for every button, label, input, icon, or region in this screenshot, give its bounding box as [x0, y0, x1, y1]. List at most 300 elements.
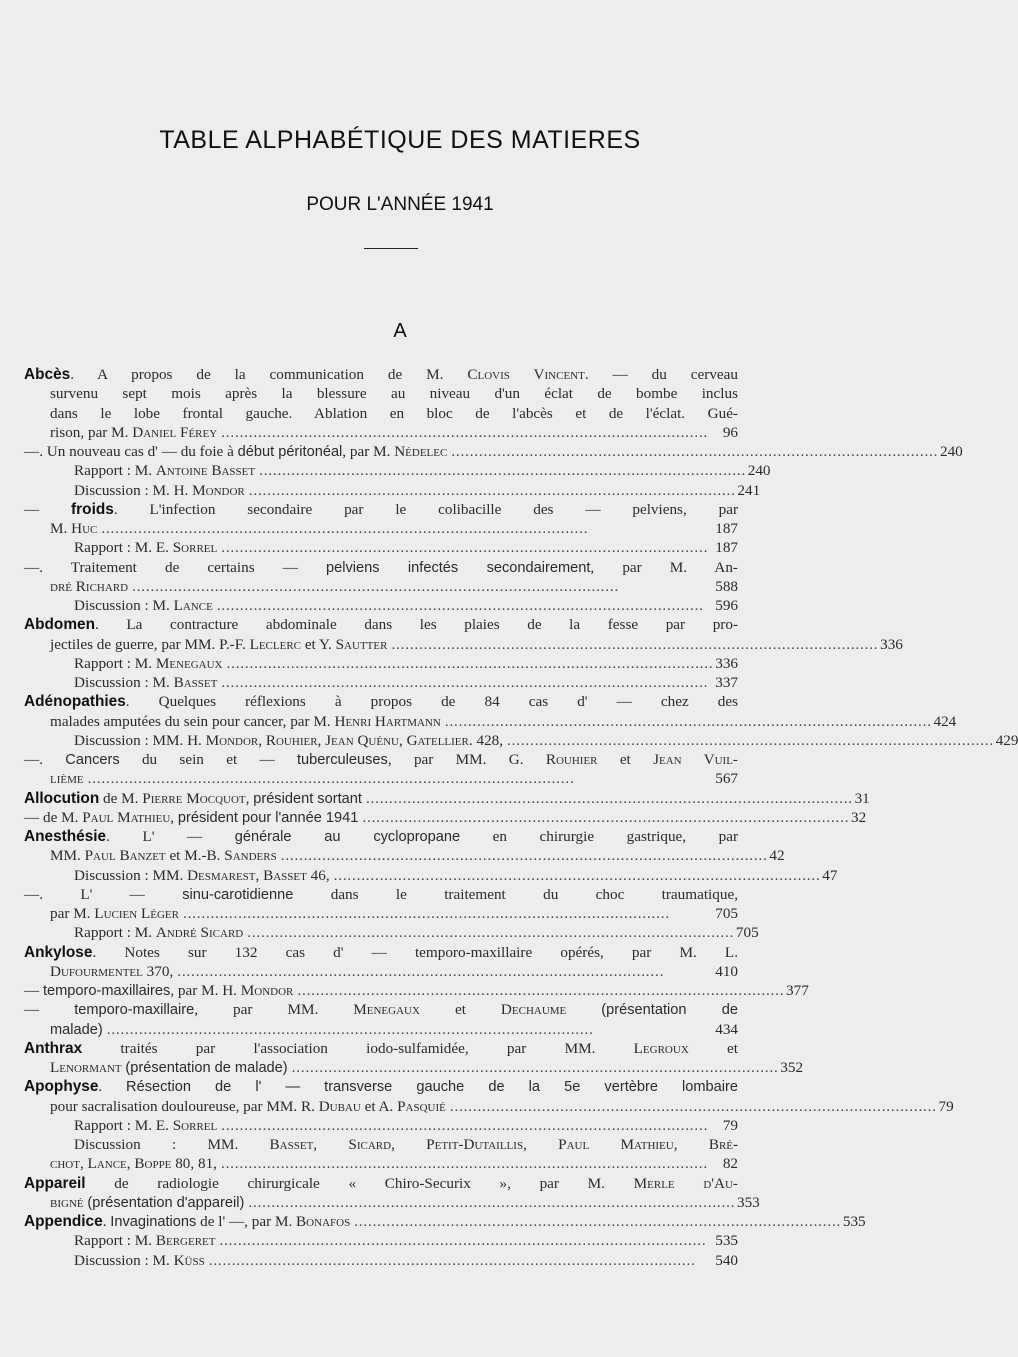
- page-number: 535: [715, 1232, 738, 1250]
- entry-fragment: rison, par M.: [50, 423, 133, 441]
- entry-text: [74, 596, 213, 615]
- dot-leader: [249, 481, 734, 500]
- entry-fragment: dans le lobe frontal gauche. Ablation en bloc de l'abcès et de l'éclat. Gué-: [50, 404, 738, 422]
- page-number: 79: [938, 1097, 954, 1115]
- index-line: [24, 1231, 738, 1250]
- entry-text: [24, 501, 738, 518]
- page-number: 424: [933, 712, 957, 730]
- entry-fragment: Rapport : M.: [74, 654, 156, 672]
- index-line: [24, 654, 738, 673]
- entry-fragment: —. Un nouveau cas d' — du foie à: [24, 443, 238, 460]
- author-name: Menegaux: [155, 654, 223, 672]
- page-number: 353: [736, 1193, 760, 1211]
- index-line: [24, 673, 738, 692]
- entry-fragment: de l' —, par M.: [196, 1213, 297, 1230]
- index-line: [24, 943, 738, 962]
- page-number: 241: [737, 481, 761, 499]
- page-number: 588: [715, 577, 738, 595]
- author-name: Jean Quénu: [325, 731, 399, 749]
- author-name: Paul Mathieu: [82, 808, 171, 826]
- page-number: 705: [735, 924, 759, 942]
- index-line: [24, 962, 738, 981]
- entry-fragment: —: [24, 1001, 75, 1019]
- entry-fragment: — de M.: [24, 808, 83, 826]
- entry-fragment: pour sacralisation douloureuse, par MM. R.: [50, 1097, 319, 1115]
- index-line: [24, 596, 738, 615]
- dot-leader: [219, 1231, 711, 1250]
- entry-text: [24, 559, 738, 576]
- page-number: 31: [854, 789, 870, 807]
- dot-leader: [132, 577, 711, 596]
- entry-fragment: —: [24, 500, 72, 518]
- entry-text: [50, 1097, 446, 1116]
- page-number: 336: [880, 635, 903, 653]
- entry-fragment: malade): [50, 1021, 103, 1038]
- entry-text: [24, 1175, 738, 1192]
- entry-keyword: Apophyse: [24, 1078, 99, 1096]
- index-line: [24, 500, 738, 519]
- index-line: [24, 712, 957, 731]
- page-number: 187: [715, 520, 738, 537]
- dot-leader: [227, 654, 712, 673]
- entry-text: [24, 944, 738, 961]
- entry-fragment: ,: [523, 1136, 559, 1153]
- index-line: [24, 1251, 738, 1270]
- entry-text: [74, 673, 217, 692]
- index-line: [24, 1154, 738, 1173]
- entry-text: [50, 1020, 103, 1039]
- entry-fragment: ,: [313, 1136, 349, 1153]
- entry-text: [50, 577, 128, 596]
- dot-leader: [450, 1097, 935, 1116]
- author-name: Sorrel: [172, 1116, 218, 1134]
- entry-fragment: malades amputées du sein pour cancer, par M.: [50, 712, 335, 730]
- author-name: Rouhier: [265, 731, 318, 749]
- entry-fragment: . La contracture abdominale dans les plaies de la fesse par pro-: [94, 616, 738, 634]
- index-line: [24, 423, 738, 442]
- entry-text: [50, 423, 217, 442]
- entry-text: [50, 519, 97, 538]
- page-number: 79: [722, 1116, 738, 1134]
- index-line: [24, 1097, 954, 1116]
- page-number: 337: [715, 674, 738, 691]
- entry-fragment: président pour l'année 1941: [177, 809, 359, 826]
- dot-leader: [177, 962, 711, 981]
- index-line: [24, 1000, 738, 1019]
- entry-fragment: 370,: [142, 962, 174, 980]
- author-name: Pierre Mocquot: [142, 789, 246, 807]
- entry-fragment: Rapport : M.: [74, 924, 156, 942]
- entry-text: [50, 1193, 244, 1212]
- page-subtitle: POUR L'ANNÉE 1941: [306, 194, 494, 215]
- author-name: André Sicard: [155, 924, 244, 942]
- entry-text: [74, 1251, 205, 1270]
- author-name: Desmarest: [187, 866, 256, 884]
- entry-fragment: Discussion : MM. H.: [74, 731, 206, 749]
- entry-text: [74, 923, 243, 942]
- entry-text: [24, 1078, 738, 1095]
- entry-fragment: , par M. H.: [170, 982, 241, 999]
- index-line: [24, 365, 738, 384]
- entry-fragment: du sein et —: [119, 751, 297, 768]
- entry-fragment: .: [98, 1078, 127, 1096]
- page-number: 429: [995, 731, 1018, 749]
- page-number: 42: [769, 847, 785, 865]
- entry-text: [24, 1212, 350, 1231]
- entry-text: [24, 442, 447, 461]
- author-name: Gatellier: [406, 731, 469, 749]
- page-number: 187: [715, 539, 738, 557]
- index-line: [24, 1116, 738, 1135]
- entry-fragment: temporo-maxillaires: [42, 983, 171, 999]
- page-number: 47: [822, 866, 838, 884]
- entry-fragment: Résection de l' — transverse gauche de la 5e vertèbre lombaire: [126, 1079, 739, 1096]
- page-number: 535: [842, 1213, 866, 1230]
- index-line: [24, 1135, 738, 1154]
- entry-keyword: Appendice: [24, 1213, 103, 1230]
- entry-fragment: et: [688, 1039, 738, 1057]
- page-number: 567: [715, 770, 738, 788]
- entry-keyword: Ankylose: [24, 943, 93, 961]
- entry-fragment: de radiologie chirurgicale « Chiro-Securix », par M.: [85, 1174, 634, 1192]
- dot-leader: [247, 923, 732, 942]
- entry-fragment: début péritonéal: [237, 444, 343, 460]
- entry-text: [50, 1154, 217, 1173]
- page-number: 336: [715, 654, 738, 672]
- author-name: Merle d'Au-: [633, 1174, 738, 1192]
- entry-text: [24, 789, 362, 808]
- entry-fragment: président sortant: [253, 790, 362, 807]
- dot-leader: [507, 731, 992, 750]
- dot-leader: [391, 635, 876, 654]
- section-letter: A: [393, 320, 407, 342]
- entry-fragment: traités par l'association iodo-sulfamidée, par MM.: [82, 1039, 634, 1057]
- dot-leader: [183, 904, 711, 923]
- author-name: Lance: [87, 1155, 127, 1173]
- page-number: 705: [715, 905, 738, 922]
- entry-fragment: Discussion : M.: [74, 674, 174, 691]
- author-name: Bonafos: [296, 1213, 351, 1230]
- author-name: Jean Vuil-: [653, 751, 738, 768]
- author-name: Mondor: [240, 982, 294, 999]
- dot-leader: [248, 1193, 733, 1212]
- entry-fragment: ,: [170, 808, 178, 826]
- author-name: Dufourmentel: [50, 962, 143, 980]
- dot-leader: [354, 1212, 839, 1231]
- dot-leader: [297, 981, 782, 1000]
- entry-fragment: [566, 1001, 601, 1018]
- author-name: Henri Hartmann: [334, 712, 441, 730]
- index-line: [24, 923, 759, 942]
- entry-fragment: Rapport : M.: [74, 462, 156, 480]
- author-name: Legroux: [633, 1039, 689, 1057]
- dot-leader: [101, 519, 711, 538]
- dot-leader: [217, 596, 711, 615]
- author-name: Daniel Férey: [132, 423, 218, 441]
- entry-text: [24, 808, 358, 827]
- author-name: Petit-Dutaillis: [426, 1136, 524, 1153]
- entry-fragment: tuberculeuses: [296, 752, 388, 768]
- index-line: [24, 1193, 760, 1212]
- entry-fragment: —. L' —: [24, 885, 183, 903]
- entry-fragment: ,: [398, 731, 407, 749]
- entry-fragment: et A.: [360, 1097, 398, 1115]
- entry-text: [50, 769, 84, 788]
- entry-text: [50, 962, 173, 981]
- entry-fragment: M.: [50, 520, 72, 537]
- dot-leader: [366, 789, 851, 808]
- author-name: Lance: [173, 597, 213, 614]
- author-name: Dechaume: [500, 1001, 567, 1019]
- entry-fragment: —. Traitement de certains —: [24, 558, 327, 576]
- author-name: Paul Banzet: [84, 847, 166, 865]
- entry-fragment: Cancers: [65, 752, 120, 768]
- index-line: [24, 750, 738, 769]
- author-name: Sicard: [348, 1136, 392, 1153]
- entry-fragment: 80, 81,: [171, 1155, 217, 1173]
- page-number: 596: [715, 597, 738, 614]
- entry-fragment: . A propos de la communication de M.: [70, 366, 468, 383]
- entry-fragment: et Y.: [301, 635, 336, 653]
- entry-text: [74, 866, 330, 885]
- entry-text: [74, 731, 503, 750]
- entry-text: [50, 635, 387, 654]
- entry-fragment: et M.-B.: [165, 847, 225, 865]
- dot-leader: [221, 1116, 719, 1135]
- entry-text: [74, 654, 223, 673]
- entry-text: [50, 385, 738, 402]
- author-name: Sorrel: [172, 539, 218, 557]
- entry-fragment: jectiles de guerre, par MM. P.-F.: [50, 635, 250, 653]
- page-number: 434: [715, 1020, 738, 1038]
- entry-fragment: , par MM. G.: [387, 751, 546, 768]
- entry-keyword: Anesthésie: [24, 828, 107, 845]
- entry-fragment: . Notes sur 132 cas d' — temporo-maxillaire opérés, par M. L.: [92, 943, 738, 961]
- entry-text: [50, 846, 277, 865]
- author-name: Rouhier: [545, 751, 598, 768]
- entry-text: [50, 904, 179, 923]
- entry-fragment: , par M. An-: [590, 558, 738, 576]
- author-name: Boppe: [134, 1155, 172, 1173]
- dot-leader: [221, 538, 711, 557]
- entry-fragment: Invaginations: [110, 1214, 197, 1230]
- dot-leader: [221, 1154, 719, 1173]
- index-line: [24, 769, 738, 788]
- author-name: Bré-: [708, 1136, 739, 1153]
- index-line: [24, 558, 738, 577]
- entry-keyword: Adénopathies: [24, 693, 126, 711]
- page-number: 240: [939, 443, 963, 460]
- entry-fragment: et: [419, 1001, 501, 1019]
- index-line: [24, 538, 738, 557]
- author-name: Basset: [263, 866, 307, 884]
- entry-text: [74, 1116, 217, 1135]
- entry-fragment: ,: [255, 866, 264, 884]
- index-line: [24, 904, 738, 923]
- entry-keyword: Allocution: [24, 789, 100, 807]
- dot-leader: [221, 423, 719, 442]
- entry-keyword: Abcès: [24, 366, 71, 383]
- entry-keyword: Abdomen: [24, 616, 95, 634]
- author-name: Pasquié: [397, 1097, 446, 1115]
- entry-fragment: Rapport : M. E.: [74, 1116, 173, 1134]
- author-name: lième: [50, 770, 84, 788]
- page-number: 377: [786, 982, 809, 999]
- entry-fragment: . L' —: [106, 828, 235, 845]
- index-line: [24, 1058, 804, 1077]
- index-line: [24, 789, 870, 808]
- entry-fragment: et: [597, 751, 654, 768]
- entry-text: [24, 366, 738, 383]
- entry-fragment: (présentation d'appareil): [87, 1194, 245, 1211]
- page-number: 410: [715, 962, 738, 980]
- entry-fragment: Discussion : MM.: [74, 866, 188, 884]
- entry-fragment: Discussion : M. H.: [74, 481, 193, 499]
- page-number: 240: [747, 462, 771, 480]
- author-name: Lucien Léger: [94, 905, 179, 922]
- entry-fragment: —: [24, 982, 43, 999]
- index-line: [24, 846, 785, 865]
- entry-fragment: Rapport : M.: [74, 1232, 156, 1250]
- author-name: Huc: [71, 520, 98, 537]
- author-name: Basset: [173, 674, 218, 691]
- index-line: [24, 384, 738, 403]
- index-line: [24, 981, 809, 1000]
- index-line: [24, 461, 771, 480]
- author-name: Lenormant: [50, 1059, 122, 1076]
- author-name: Basset: [269, 1136, 314, 1153]
- entry-fragment: MM.: [50, 847, 85, 865]
- entry-fragment: .: [102, 1213, 111, 1230]
- index-entries: [24, 365, 1018, 1270]
- author-name: Paul Mathieu: [558, 1136, 674, 1153]
- entry-fragment: . Quelques réflexions à propos de 84 cas d' — chez des: [125, 693, 738, 711]
- entry-fragment: ,: [258, 731, 266, 749]
- entry-fragment: 46,: [306, 866, 330, 884]
- entry-keyword: Appareil: [24, 1174, 86, 1192]
- entry-text: [24, 886, 738, 903]
- entry-fragment: ,: [245, 789, 254, 807]
- entry-text: [50, 1058, 288, 1077]
- index-line: [24, 577, 738, 596]
- index-line: [24, 615, 738, 634]
- title-divider: [364, 248, 418, 249]
- dot-leader: [334, 866, 819, 885]
- index-line: [24, 519, 738, 538]
- entry-fragment: . 428,: [468, 731, 504, 749]
- author-name: bigné: [50, 1193, 84, 1211]
- index-line: [24, 731, 1018, 750]
- author-name: Leclerc: [249, 635, 302, 653]
- entry-fragment: Rapport : M. E.: [74, 539, 173, 557]
- author-name: dré Richard: [50, 577, 129, 595]
- entry-text: [74, 1136, 738, 1153]
- entry-text: [74, 461, 255, 480]
- page-number: 540: [715, 1251, 738, 1269]
- author-name: Mondor: [205, 731, 259, 749]
- page-number: 96: [722, 423, 738, 441]
- entry-text: [24, 981, 293, 1000]
- index-line: [24, 827, 738, 846]
- page-title: TABLE ALPHABÉTIQUE DES MATIERES: [159, 126, 641, 154]
- entry-fragment: Discussion : MM.: [74, 1136, 270, 1153]
- index-line: [24, 866, 838, 885]
- entry-fragment: sinu-carotidienne: [182, 886, 294, 903]
- dot-leader: [281, 846, 766, 865]
- entry-text: [24, 1001, 738, 1018]
- dot-leader: [451, 442, 936, 461]
- index-line: [24, 808, 867, 827]
- dot-leader: [221, 673, 711, 692]
- entry-fragment: en chirurgie gastrique, par: [460, 828, 738, 845]
- entry-fragment: Discussion : M.: [74, 1251, 174, 1269]
- author-name: Mondor: [192, 481, 245, 499]
- index-line: [24, 885, 738, 904]
- author-name: Bergeret: [155, 1232, 216, 1250]
- author-name: Dubau: [318, 1097, 361, 1115]
- index-line: [24, 1174, 738, 1193]
- entry-fragment: par M.: [50, 905, 95, 922]
- page-number: 32: [851, 808, 867, 826]
- dot-leader: [259, 461, 744, 480]
- author-name: Nédelec: [394, 443, 448, 460]
- entry-fragment: survenu sept mois après la blessure au niveau d'un éclat de bombe inclus: [50, 385, 738, 403]
- dot-leader: [445, 712, 930, 731]
- entry-text: [24, 693, 738, 710]
- entry-text: [50, 405, 738, 422]
- entry-fragment: (présentation de malade): [125, 1060, 288, 1076]
- entry-fragment: de M.: [99, 789, 143, 807]
- dot-leader: [209, 1251, 711, 1270]
- dot-leader: [292, 1058, 777, 1077]
- entry-fragment: , par M.: [342, 443, 395, 460]
- index-line: [24, 692, 738, 711]
- entry-fragment: . L'infection secondaire par le colibacille des — pelviens, par: [113, 500, 739, 518]
- author-name: Sautter: [335, 635, 388, 653]
- dot-leader: [88, 769, 712, 788]
- entry-text: [24, 616, 738, 633]
- entry-text: [24, 1040, 738, 1057]
- entry-fragment: ,: [317, 731, 326, 749]
- entry-keyword: froids: [71, 500, 114, 518]
- page-number: 82: [722, 1155, 738, 1173]
- index-line: [24, 1039, 738, 1058]
- entry-fragment: ,: [79, 1155, 88, 1173]
- entry-fragment: ,: [673, 1136, 709, 1153]
- entry-keyword: Anthrax: [24, 1039, 83, 1057]
- author-name: Sanders: [224, 847, 277, 865]
- index-line: [24, 481, 761, 500]
- entry-fragment: dans le traitement du choc traumatique,: [293, 885, 738, 903]
- entry-text: [74, 481, 245, 500]
- page-number: 352: [780, 1059, 804, 1076]
- entry-fragment: (présentation de: [601, 1002, 738, 1019]
- index-line: [24, 404, 738, 423]
- entry-fragment: pelviens infectés secondairement: [326, 559, 591, 576]
- index-line: [24, 1020, 738, 1039]
- index-line: [24, 635, 903, 654]
- entry-text: [50, 712, 441, 731]
- entry-fragment: , par MM.: [194, 1001, 354, 1019]
- index-line: [24, 442, 963, 461]
- entry-text: [24, 751, 738, 768]
- index-line: [24, 1077, 738, 1096]
- entry-fragment: ,: [391, 1136, 427, 1153]
- entry-fragment: —.: [24, 751, 66, 768]
- author-name: chot: [50, 1155, 80, 1173]
- entry-text: [74, 1231, 215, 1250]
- entry-fragment: Discussion : M.: [74, 597, 174, 614]
